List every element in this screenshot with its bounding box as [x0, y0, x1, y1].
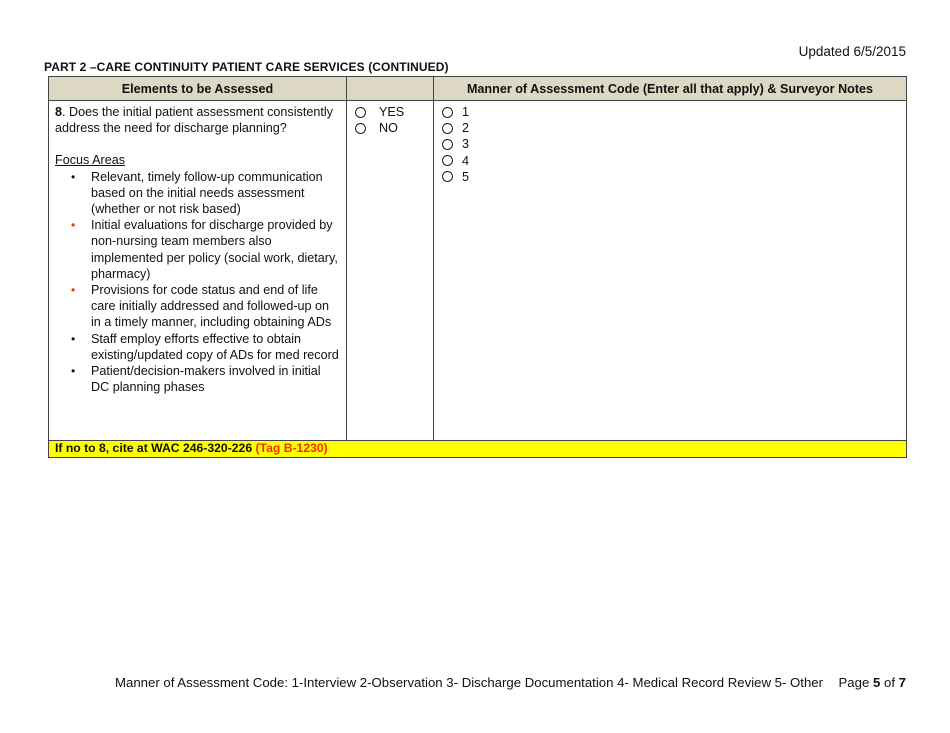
focus-item-text: Relevant, timely follow-up communication based on the initial needs assessment (whether or not risk based): [91, 169, 323, 217]
bullet-icon: •: [71, 218, 76, 233]
bullet-icon: •: [71, 364, 76, 379]
bullet-icon: •: [71, 283, 76, 298]
assessment-table: [48, 76, 907, 458]
code-label: 2: [462, 121, 470, 136]
yes-option[interactable]: [355, 104, 433, 120]
cite-tag: (Tag B-1230): [255, 441, 328, 455]
radio-circle-icon[interactable]: [442, 155, 453, 166]
page-current: 5: [872, 675, 881, 690]
radio-circle-icon[interactable]: [355, 123, 366, 134]
code-option-2[interactable]: [442, 120, 906, 136]
focus-item: [55, 363, 340, 395]
cite-text: If no to 8, cite at WAC 246-320-226: [55, 441, 256, 455]
yes-label: YES: [379, 105, 405, 119]
focus-item-text: Provisions for code status and end of life care initially addressed and followed-up on in a timely manner, including obtaining ADs: [91, 283, 332, 330]
radio-circle-icon[interactable]: [355, 107, 366, 118]
question-text: . Does the initial patient assessment consistently address the need for discharge planning?: [55, 105, 333, 136]
bullet-icon: •: [71, 331, 76, 346]
col-header-manner: Manner of Assessment Code (Enter all that apply) & Surveyor Notes: [434, 77, 907, 101]
question-number: 8: [55, 105, 63, 119]
radio-circle-icon[interactable]: [442, 123, 453, 134]
col-header-elements: Elements to be Assessed: [49, 77, 347, 101]
bullet-icon: •: [71, 169, 76, 184]
code-label: 3: [462, 137, 470, 152]
question-8: [55, 104, 340, 136]
cite-row: [49, 441, 907, 458]
code-option-5[interactable]: [442, 169, 906, 185]
code-option-3[interactable]: [442, 136, 906, 152]
focus-item: [55, 282, 340, 331]
focus-item: [55, 217, 340, 282]
codes-cell[interactable]: [434, 101, 907, 441]
updated-date: Updated 6/5/2015: [798, 44, 906, 59]
part-title: PART 2 –CARE CONTINUITY PATIENT CARE SERVICES (CONTINUED): [44, 60, 449, 74]
code-option-1[interactable]: [442, 104, 906, 120]
no-label: NO: [379, 121, 398, 136]
cite-cell: [49, 441, 907, 458]
page-of: of: [880, 675, 899, 690]
focus-item-text: Initial evaluations for discharge provided by non-nursing team members also implemented per policy (social work, dietary, pharmacy): [91, 218, 338, 281]
page-number: [839, 675, 906, 690]
focus-areas-label: Focus Areas: [55, 153, 125, 168]
focus-item: [55, 169, 340, 218]
yes-no-cell: [347, 101, 434, 441]
radio-circle-icon[interactable]: [442, 107, 453, 118]
question-row: [49, 101, 907, 441]
no-option[interactable]: [355, 120, 433, 136]
question-cell: [49, 101, 347, 441]
col-header-yes-no: [347, 77, 434, 101]
table-header-row: [49, 77, 907, 101]
radio-circle-icon[interactable]: [442, 171, 453, 182]
focus-item-text: Staff employ efforts effective to obtain existing/updated copy of ADs for med record: [91, 331, 339, 362]
assessment-code-legend: Manner of Assessment Code: 1-Interview 2-Observation 3- Discharge Documentation 4- Medical Record Review 5- Other: [115, 675, 824, 690]
page-total: 7: [898, 675, 906, 690]
radio-circle-icon[interactable]: [442, 139, 453, 150]
focus-item-text: Patient/decision-makers involved in initial DC planning phases: [91, 364, 321, 395]
focus-item: [55, 331, 340, 363]
focus-areas-list: [55, 169, 340, 396]
page-prefix: Page: [838, 675, 873, 690]
code-label: 5: [462, 169, 470, 184]
code-label: 4: [462, 153, 470, 168]
code-label: 1: [462, 105, 470, 119]
code-option-4[interactable]: [442, 153, 906, 169]
